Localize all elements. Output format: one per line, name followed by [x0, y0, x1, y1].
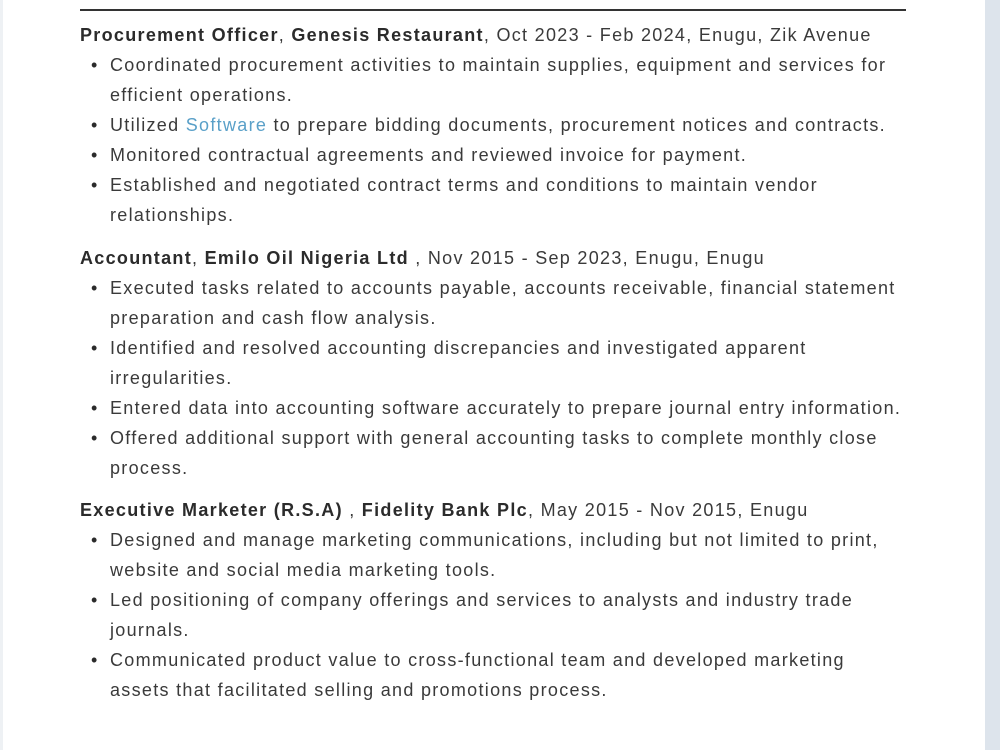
header-separator: ,	[192, 248, 205, 268]
list-item	[91, 423, 906, 483]
employer-name: Emilo Oil Nigeria Ltd	[204, 248, 409, 268]
list-item	[91, 170, 906, 230]
list-item	[91, 645, 906, 705]
bullet-text: Coordinated procurement activities to maintain supplies, equipment and services for efficient operations.	[110, 55, 887, 105]
scrollbar-track[interactable]	[985, 0, 1000, 750]
list-item	[91, 50, 906, 110]
bullet-icon: •	[91, 650, 99, 670]
job-bullet-list	[80, 273, 906, 483]
bullet-text: Executed tasks related to accounts payable, accounts receivable, financial statement preparation and cash flow analysis.	[110, 278, 896, 328]
list-item	[91, 525, 906, 585]
job-header	[80, 243, 906, 273]
page-left-edge	[0, 0, 3, 750]
job-details: Nov 2015 - Sep 2023, Enugu, Enugu	[427, 248, 765, 268]
bullet-text: Designed and manage marketing communications, including but not limited to print, website and social media marketing tools.	[110, 530, 879, 580]
job-title: Procurement Officer	[80, 25, 279, 45]
list-item	[91, 140, 906, 170]
job-title: Executive Marketer (R.S.A)	[80, 500, 343, 520]
list-item	[91, 110, 906, 140]
employer-name: Fidelity Bank Plc	[361, 500, 528, 520]
job-details: May 2015 - Nov 2015, Enugu	[540, 500, 809, 520]
bullet-icon: •	[91, 398, 99, 418]
bullet-text: Identified and resolved accounting discrepancies and investigated apparent irregularities.	[110, 338, 807, 388]
bullet-text: Offered additional support with general accounting tasks to complete monthly close process.	[110, 428, 878, 478]
job-bullet-list	[80, 525, 906, 705]
list-item	[91, 393, 906, 423]
job-details: Oct 2023 - Feb 2024, Enugu, Zik Avenue	[496, 25, 872, 45]
bullet-text: Monitored contractual agreements and reviewed invoice for payment.	[110, 145, 748, 165]
header-separator: ,	[342, 500, 362, 520]
header-separator: ,	[278, 25, 292, 45]
bullet-icon: •	[91, 55, 99, 75]
job-entry-accountant	[80, 243, 906, 483]
bullet-icon: •	[91, 590, 99, 610]
list-item	[91, 333, 906, 393]
job-bullet-list	[80, 50, 906, 230]
list-item	[91, 585, 906, 645]
bullet-icon: •	[91, 115, 99, 135]
bullet-icon: •	[91, 428, 99, 448]
job-title: Accountant	[80, 248, 192, 268]
section-divider	[80, 9, 906, 11]
resume-experience-section	[80, 0, 906, 705]
list-item	[91, 273, 906, 333]
bullet-text-pre: Utilized	[110, 115, 186, 135]
bullet-icon: •	[91, 145, 99, 165]
bullet-icon: •	[91, 175, 99, 195]
header-separator: ,	[527, 500, 541, 520]
job-entry-procurement-officer	[80, 20, 906, 230]
bullet-text: Established and negotiated contract terms and conditions to maintain vendor relationships.	[110, 175, 818, 225]
job-entry-executive-marketer	[80, 495, 906, 705]
bullet-text-post: to prepare bidding documents, procurement notices and contracts.	[267, 115, 886, 135]
software-link[interactable]: Software	[185, 115, 268, 135]
bullet-icon: •	[91, 278, 99, 298]
employer-name: Genesis Restaurant	[291, 25, 484, 45]
job-header	[80, 20, 906, 50]
job-header	[80, 495, 906, 525]
bullet-text: Entered data into accounting software accurately to prepare journal entry information.	[110, 398, 902, 418]
bullet-icon: •	[91, 530, 99, 550]
bullet-text: Communicated product value to cross-functional team and developed marketing assets that facilitated selling and promotions process.	[110, 650, 845, 700]
bullet-icon: •	[91, 338, 99, 358]
header-separator: ,	[483, 25, 497, 45]
bullet-text: Led positioning of company offerings and services to analysts and industry trade journals.	[110, 590, 854, 640]
header-separator: ,	[408, 248, 428, 268]
